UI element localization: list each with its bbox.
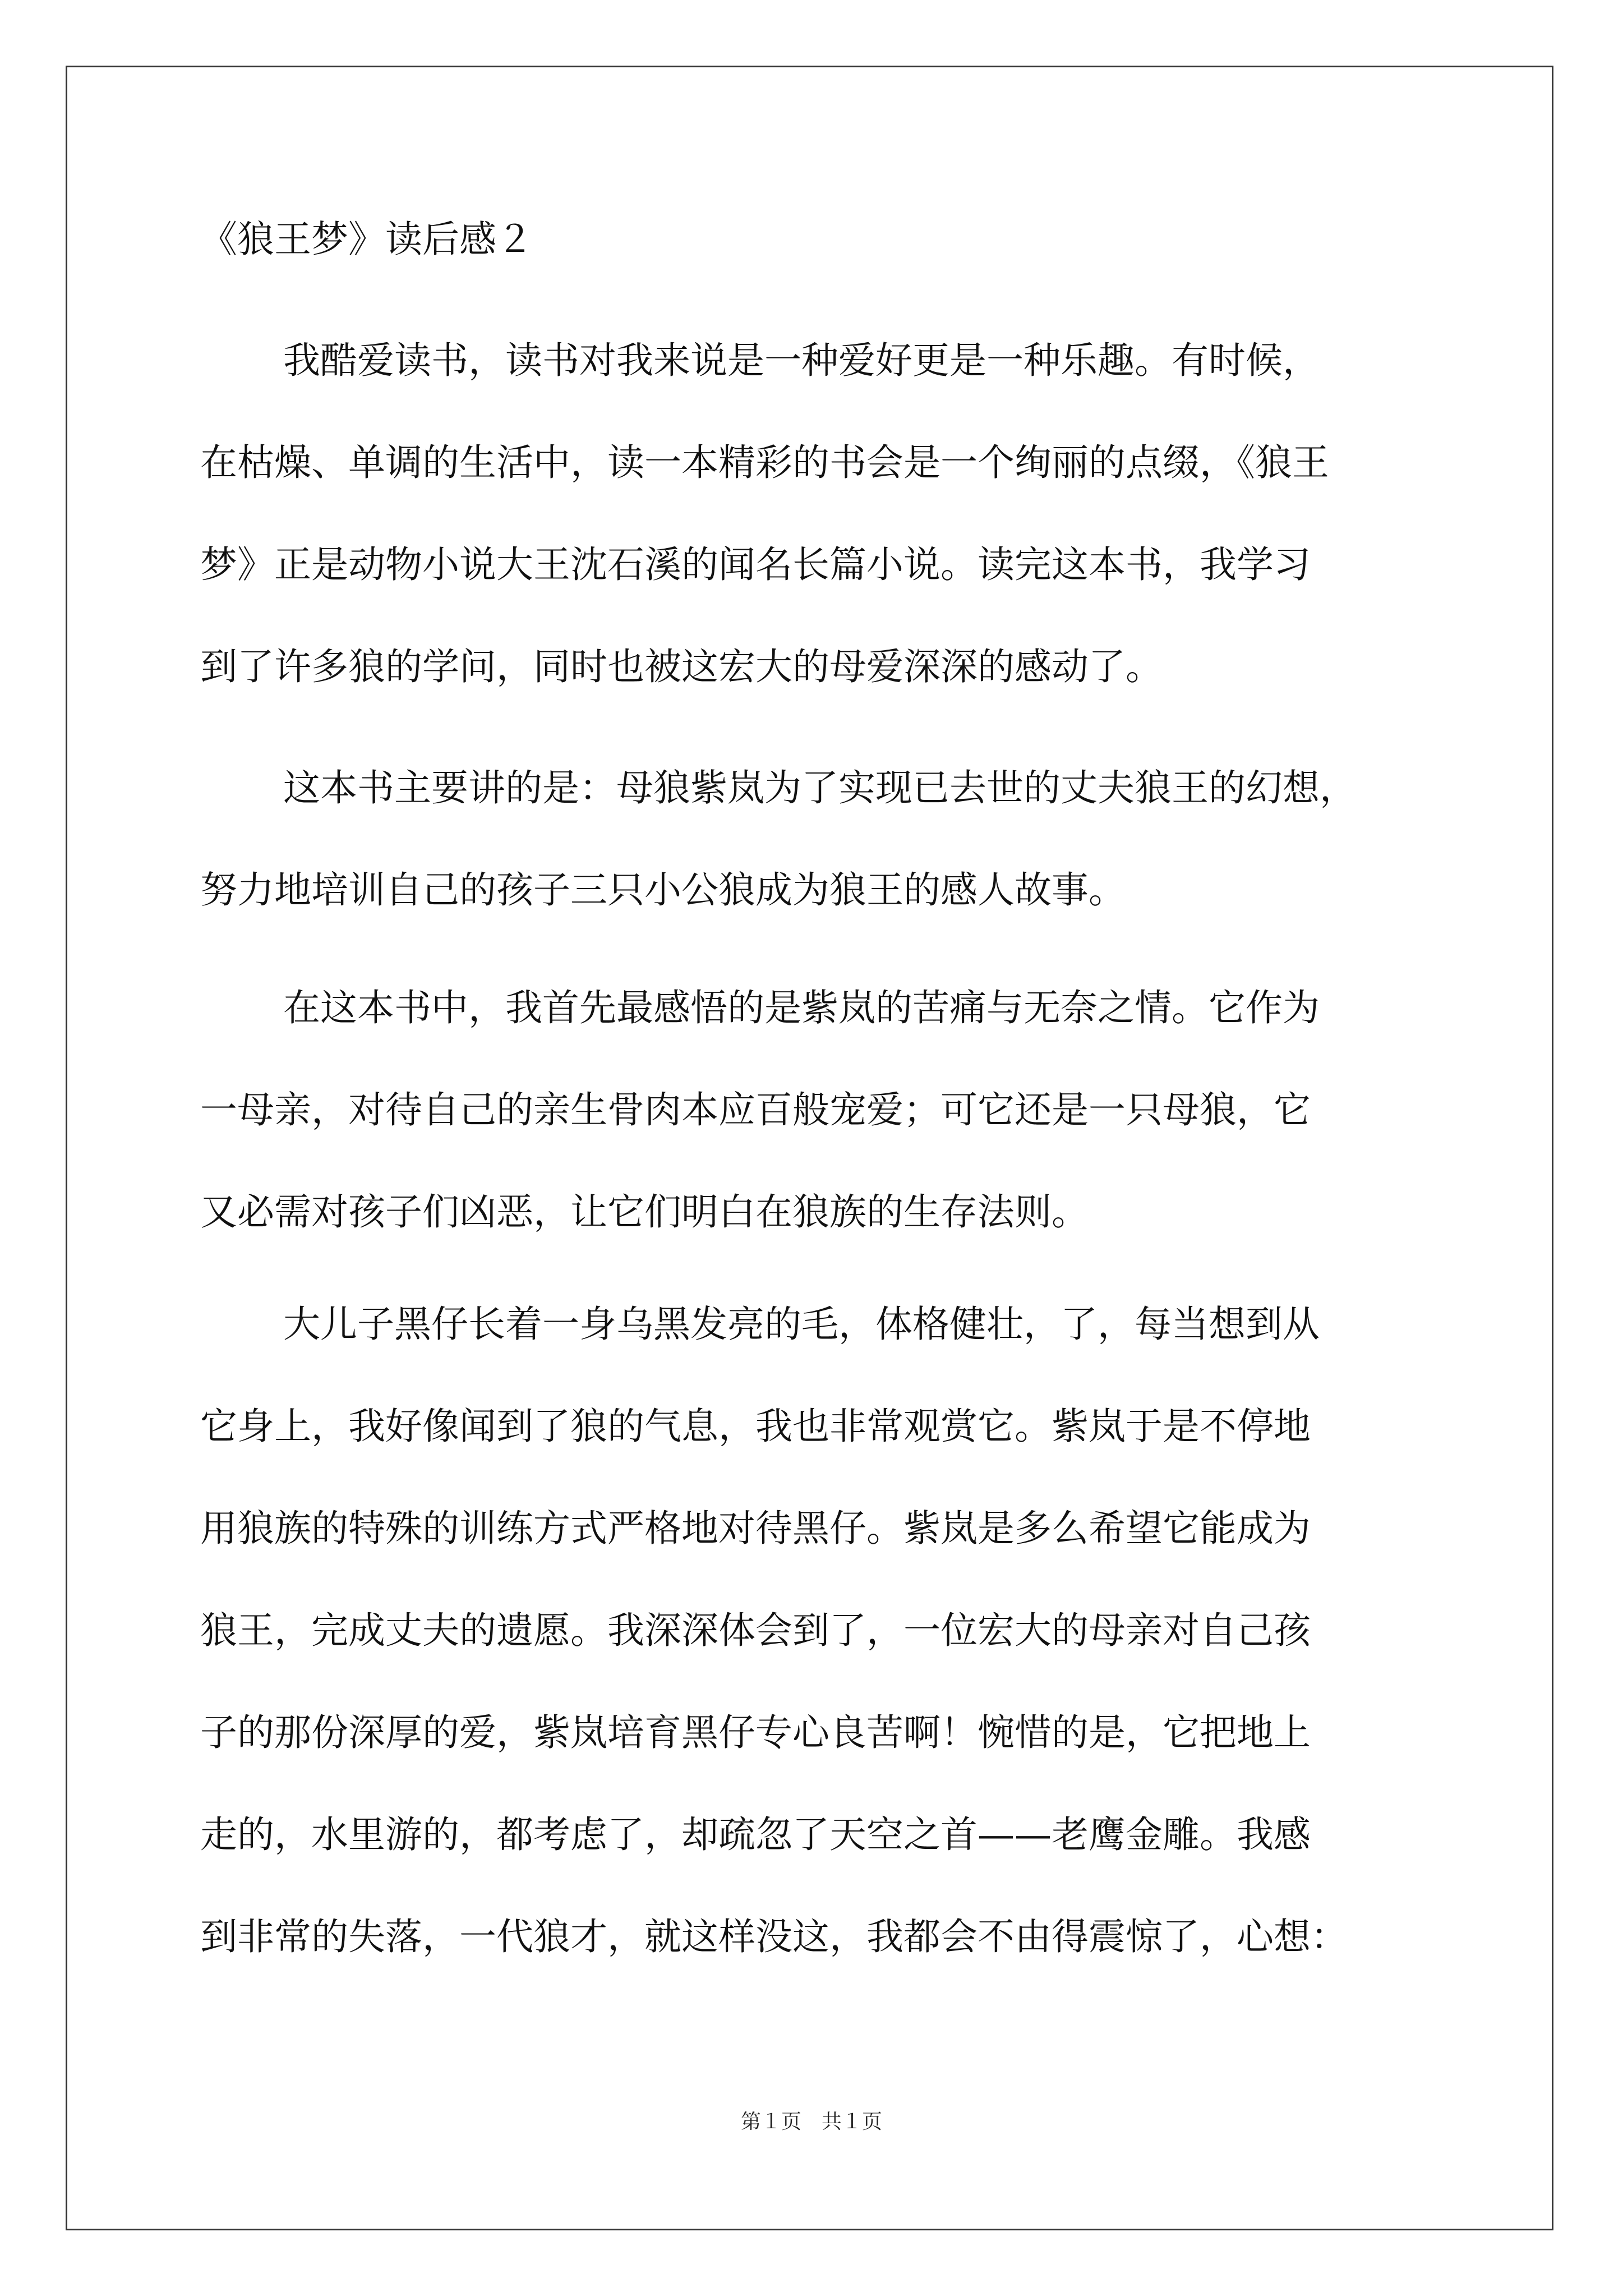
paragraph-4-line-1: 大儿子黑仔长着一身乌黑发亮的毛，体格健壮，了，每当想到从	[283, 1303, 1320, 1346]
document-title: 《狼王梦》读后感２	[200, 218, 533, 261]
paragraph-4-line-5: 子的那份深厚的爱，紫岚培育黑仔专心良苦啊！惋惜的是，它把地上	[200, 1711, 1311, 1754]
paragraph-1-line-2: 在枯燥、单调的生活中，读一本精彩的书会是一个绚丽的点缀，《狼王	[200, 441, 1329, 484]
paragraph-4-line-7: 到非常的失落，一代狼才，就这样没这，我都会不由得震惊了，心想：	[200, 1915, 1348, 1958]
paragraph-2-line-1: 这本书主要讲的是：母狼紫岚为了实现已去世的丈夫狼王的幻想，	[283, 766, 1357, 809]
paragraph-3-line-1: 在这本书中，我首先最感悟的是紫岚的苦痛与无奈之情。它作为	[283, 986, 1320, 1029]
paragraph-4-line-6: 走的，水里游的，都考虑了，却疏忽了天空之首——老鹰金雕。我感	[200, 1813, 1311, 1856]
paragraph-4-line-4: 狼王，完成丈夫的遗愿。我深深体会到了，一位宏大的母亲对自己孩	[200, 1609, 1311, 1652]
paragraph-4-line-3: 用狼族的特殊的训练方式严格地对待黑仔。紫岚是多么希望它能成为	[200, 1507, 1311, 1550]
paragraph-2-line-2: 努力地培训自己的孩子三只小公狼成为狼王的感人故事。	[200, 868, 1126, 912]
paragraph-1-line-1: 我酷爱读书，读书对我来说是一种爱好更是一种乐趣。有时候，	[283, 339, 1320, 382]
paragraph-1-line-3: 梦》正是动物小说大王沈石溪的闻名长篇小说。读完这本书，我学习	[200, 543, 1311, 586]
paragraph-3-line-2: 一母亲，对待自己的亲生骨肉本应百般宠爱；可它还是一只母狼，它	[200, 1088, 1311, 1131]
page-border	[66, 66, 1553, 2230]
paragraph-3-line-3: 又必需对孩子们凶恶，让它们明白在狼族的生存法则。	[200, 1190, 1089, 1234]
paragraph-1-line-4: 到了许多狼的学问，同时也被这宏大的母爱深深的感动了。	[200, 645, 1163, 688]
page-number-footer: 第１页 共１页	[740, 2110, 882, 2133]
paragraph-4-line-2: 它身上，我好像闻到了狼的气息，我也非常观赏它。紫岚于是不停地	[200, 1405, 1311, 1448]
